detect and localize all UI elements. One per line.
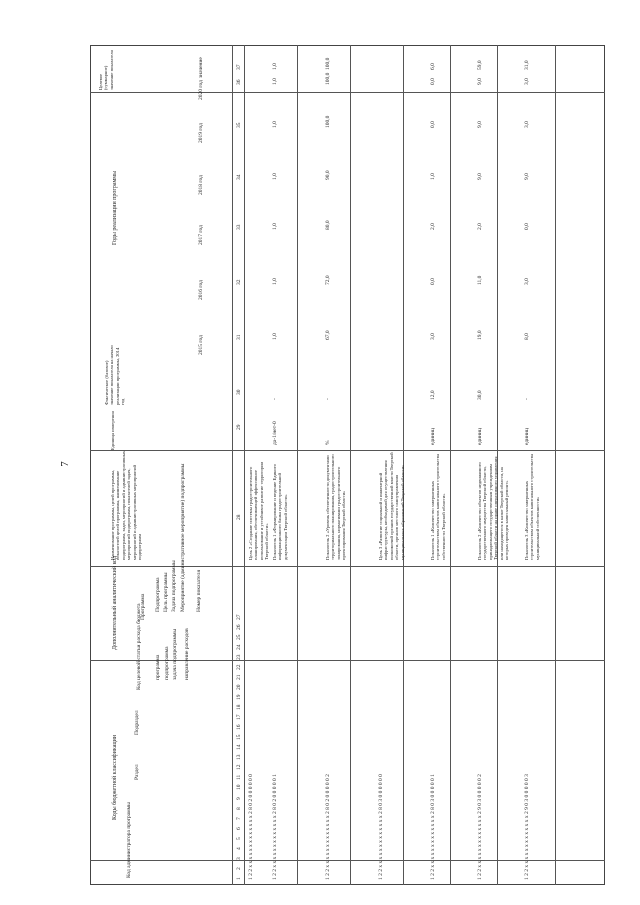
col-number: 11 xyxy=(236,774,242,780)
col-number: 24 xyxy=(236,644,242,650)
col-number: 6 xyxy=(236,827,242,830)
row-name: Показатель 3 «Количество завершенных строительством объектов капитального строительства муниципальной собственности» xyxy=(524,453,540,560)
row-name: Показатель 1 «Количество завершенных строительством объектов капитального строительства собственности Тверской области» xyxy=(430,453,446,560)
header-years-group: Годы реализации программы xyxy=(112,170,118,245)
header-year-2016: 2016 год xyxy=(198,280,204,300)
header-zadacha: задача подпрограммы xyxy=(172,628,178,680)
header-napravlenie: направление расходов xyxy=(184,628,190,680)
col-number: 8 xyxy=(236,807,242,810)
row-rule-0 xyxy=(232,45,233,885)
row-target: 100,0 xyxy=(325,57,331,70)
header-d-zadacha: Задача подпрограммы xyxy=(171,560,177,612)
header-d-cel: Цель программы xyxy=(163,572,169,612)
col-number: 17 xyxy=(236,714,242,720)
header-podrazdel: Подраздел xyxy=(134,710,140,735)
header-fact: Фактическое (базовое) значение показателя на начало реализации программы, 2014 год xyxy=(104,345,126,405)
row-v2015: 8,0 xyxy=(524,333,530,340)
row-codes: 1 2 2 х х х х х х х х х х х х х 2 8 0 3 0 0 0 0 0 1 xyxy=(430,774,436,880)
col-number: 31 xyxy=(236,334,242,340)
col-number: 37 xyxy=(236,64,242,70)
row-unit: % xyxy=(325,440,331,445)
row-v2016: 1,0 xyxy=(272,278,278,285)
col-number: 25 xyxy=(236,634,242,640)
col-number: 5 xyxy=(236,837,242,840)
row-target: 31,0 xyxy=(524,60,530,70)
row-v2016: 11,0 xyxy=(477,275,483,285)
row-rule-5 xyxy=(450,45,451,885)
row-v2020: 0,0 xyxy=(430,78,436,85)
row-v2016: 72,0 xyxy=(325,275,331,285)
row-unit: единиц xyxy=(524,428,530,445)
col-number: 20 xyxy=(236,684,242,690)
col-number: 1 xyxy=(236,877,242,880)
row-target: 6,0 xyxy=(430,63,436,70)
row-unit: единиц xyxy=(430,428,436,445)
col-number: 23 xyxy=(236,654,242,660)
row-codes: 1 2 2 х х х х х х х х х х х х х 2 8 0 3 0 0 0 0 0 0 xyxy=(378,774,384,880)
row-name: Показатель 2 «Уровень обеспеченности документами территориального планирования, градостроительного зонирования, нормативами градостроительного проектирования Тверской области» xyxy=(325,454,347,560)
row-target: 1,0 xyxy=(272,63,278,70)
col-number: 26 xyxy=(236,624,242,630)
header-target-group: Целевое (суммарное) значение показателя xyxy=(98,50,114,90)
col-number: 3 xyxy=(236,857,242,860)
row-codes: 1 2 2 х х х х х х х х х х х х х 2 8 0 2 0 0 0 0 0 0 xyxy=(248,774,254,880)
col-number: 33 xyxy=(236,224,242,230)
col-number: 13 xyxy=(236,754,242,760)
row-unit: да-1/нет-0 xyxy=(272,421,278,445)
header-rule-1 xyxy=(90,92,605,93)
row-v2018: 90,0 xyxy=(325,170,331,180)
row-v2020: 1,0 xyxy=(272,78,278,85)
row-codes: 1 2 2 х х х х х х х х х х х х х 2 8 0 2 0 0 0 0 0 1 xyxy=(272,774,278,880)
col-number: 27 xyxy=(236,614,242,620)
col-number: 9 xyxy=(236,797,242,800)
row-v2019: 0,0 xyxy=(430,121,436,128)
col-number: 12 xyxy=(236,764,242,770)
row-v2020: 9,0 xyxy=(477,78,483,85)
col-number: 7 xyxy=(236,817,242,820)
row-codes: 1 2 2 х х х х х х х х х х х х х 2 9 0 3 0 0 0 0 0 3 xyxy=(524,774,530,880)
row-unit: единиц xyxy=(477,428,483,445)
row-name: Показатель 1 «Формирование и ведение Единого информационного банка градостроительной документации Тверской области» xyxy=(272,464,288,560)
row-v2016: 3,0 xyxy=(524,278,530,285)
header-d-meropriyatie: Мероприятие (административное мероприятие) подпрограммы xyxy=(180,463,186,612)
row-v2020: 100,0 xyxy=(325,72,331,85)
header-razdel: Раздел xyxy=(134,764,140,780)
col-number: 36 xyxy=(236,79,242,85)
row-rule-3 xyxy=(350,45,351,885)
row-v2018: 1,0 xyxy=(272,173,278,180)
header-name: Наименование программы, целей программы, показателей целей программы, наименование подпрограмм, задач, мероприятий и административных мероприятий подпрограмм, показателей задач, мероприятий и административных мероприятий подпрограмм xyxy=(110,451,143,560)
col-number: 22 xyxy=(236,664,242,670)
row-v2019: 100,0 xyxy=(325,115,331,128)
row-v2017: 1,0 xyxy=(272,223,278,230)
header-d-nomer: Номер показателя xyxy=(196,570,202,612)
col-number: 2 xyxy=(236,867,242,870)
header-d-programma: Программа xyxy=(140,593,146,620)
col-number: 32 xyxy=(236,279,242,285)
col-number: 30 xyxy=(236,389,242,395)
header-rule-3 xyxy=(90,566,605,567)
header-target-value: значение xyxy=(198,57,204,78)
col-number: 16 xyxy=(236,724,242,730)
row-fact: 30,0 xyxy=(477,390,483,400)
page-number: 7 xyxy=(58,461,71,467)
row-v2015: 67,0 xyxy=(325,330,331,340)
row-codes: 1 2 2 х х х х х х х х х х х х х 2 9 0 3 0 0 0 0 0 2 xyxy=(477,774,483,880)
header-programma: программа xyxy=(155,654,161,680)
col-number: 19 xyxy=(236,694,242,700)
row-v2019: 3,0 xyxy=(524,121,530,128)
header-d-podprogramma: Подпрограмма xyxy=(155,577,161,612)
col-number: 28 xyxy=(236,514,242,520)
col-number: 4 xyxy=(236,847,242,850)
row-v2018: 1,0 xyxy=(430,173,436,180)
col-number: 14 xyxy=(236,744,242,750)
row-fact: - xyxy=(524,398,530,400)
row-rule-7 xyxy=(555,45,556,885)
col-number: 29 xyxy=(236,424,242,430)
row-v2017: 2,0 xyxy=(477,223,483,230)
header-dop-code: Дополнительный аналитический код xyxy=(112,555,118,650)
header-year-2015: 2015 год xyxy=(198,335,204,355)
header-year-2018: 2018 год xyxy=(198,175,204,195)
row-v2018: 9,0 xyxy=(524,173,530,180)
row-v2019: 9,0 xyxy=(477,121,483,128)
header-year-2019: 2019 год xyxy=(198,123,204,143)
row-rule-1 xyxy=(244,45,245,885)
row-fact: 12,0 xyxy=(430,390,436,400)
row-fact: - xyxy=(272,398,278,400)
row-name: Цель 3 «Развитие социальной и инженерной инфраструктуры, необходимой для осуществления полномочий органов государственной власти Тверской области, органов местного самоуправления муниципальных образований Тверской области» xyxy=(378,452,405,560)
row-v2020: 3,0 xyxy=(524,78,530,85)
row-name: Цель 2 «Создание системы градостроительного планирования, обеспечивающей эффективное использование и устойчивое развитие территории Тверской области» xyxy=(248,462,270,560)
col-number: 10 xyxy=(236,784,242,790)
col-number: 21 xyxy=(236,674,242,680)
header-kbk: Коды бюджетной классификации xyxy=(112,735,118,820)
row-v2018: 9,0 xyxy=(477,173,483,180)
row-rule-2 xyxy=(297,45,298,885)
header-unit: Единица измерения xyxy=(110,411,115,450)
col-number: 18 xyxy=(236,704,242,710)
header-target-group: Код целевой статьи расхода бюджета xyxy=(136,603,142,690)
row-name: Показатель 2 «Количество объектов недвижимого государственного имущества Тверской области, принадлежащего государственным учреждениям Тверской области на праве оперативного управления или находящегося в казне Тверской области, на которых проведен капитальный ремонт» xyxy=(477,456,510,560)
header-year-2017: 2017 год xyxy=(198,225,204,245)
row-v2017: 2,0 xyxy=(430,223,436,230)
header-podprogramma: подпрограмма xyxy=(164,646,170,680)
row-v2016: 0,0 xyxy=(430,278,436,285)
header-year-2020: 2020 год xyxy=(198,80,204,100)
row-v2015: 3,0 xyxy=(430,333,436,340)
row-v2015: 19,0 xyxy=(477,330,483,340)
row-v2019: 1,0 xyxy=(272,121,278,128)
row-codes: 1 2 2 х х х х х х х х х х х х х 2 8 0 2 0 0 0 0 0 2 xyxy=(325,774,331,880)
col-number: 34 xyxy=(236,174,242,180)
col-number: 15 xyxy=(236,734,242,740)
col-number: 35 xyxy=(236,122,242,128)
row-v2017: 80,0 xyxy=(325,220,331,230)
header-admin-code: Код администратора программы xyxy=(126,802,132,878)
row-target: 59,0 xyxy=(477,60,483,70)
row-fact: - xyxy=(325,398,331,400)
row-v2015: 1,0 xyxy=(272,333,278,340)
row-v2017: 0,0 xyxy=(524,223,530,230)
